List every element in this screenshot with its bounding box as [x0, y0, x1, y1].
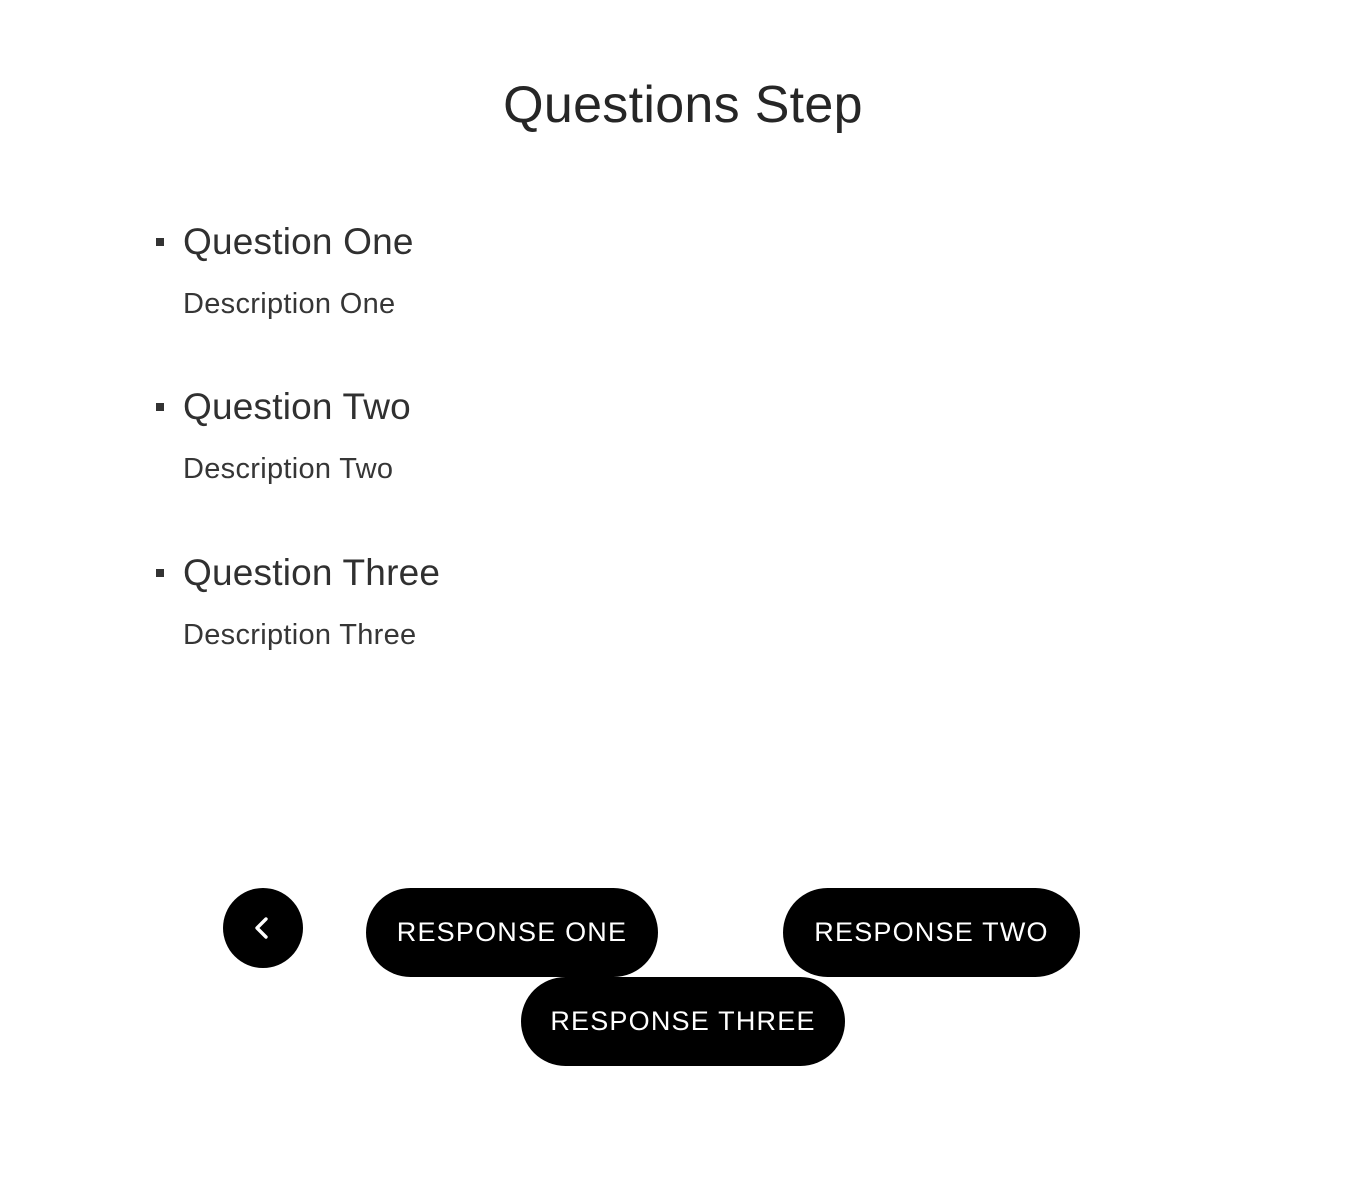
- question-description: Description Three: [183, 619, 417, 651]
- bullet-icon: [156, 238, 164, 246]
- chevron-left-icon: [249, 914, 277, 942]
- question-title: Question Two: [183, 386, 411, 427]
- response-one-button[interactable]: RESPONSE ONE: [366, 888, 658, 977]
- question-description: Description One: [183, 288, 396, 320]
- back-button[interactable]: [223, 888, 303, 968]
- response-two-button[interactable]: RESPONSE TWO: [783, 888, 1080, 977]
- bullet-icon: [156, 569, 164, 577]
- question-title: Question One: [183, 221, 414, 262]
- response-three-button[interactable]: RESPONSE THREE: [521, 977, 845, 1066]
- bullet-icon: [156, 403, 164, 411]
- question-title: Question Three: [183, 552, 441, 593]
- page-title: Questions Step: [503, 75, 863, 134]
- question-description: Description Two: [183, 453, 394, 485]
